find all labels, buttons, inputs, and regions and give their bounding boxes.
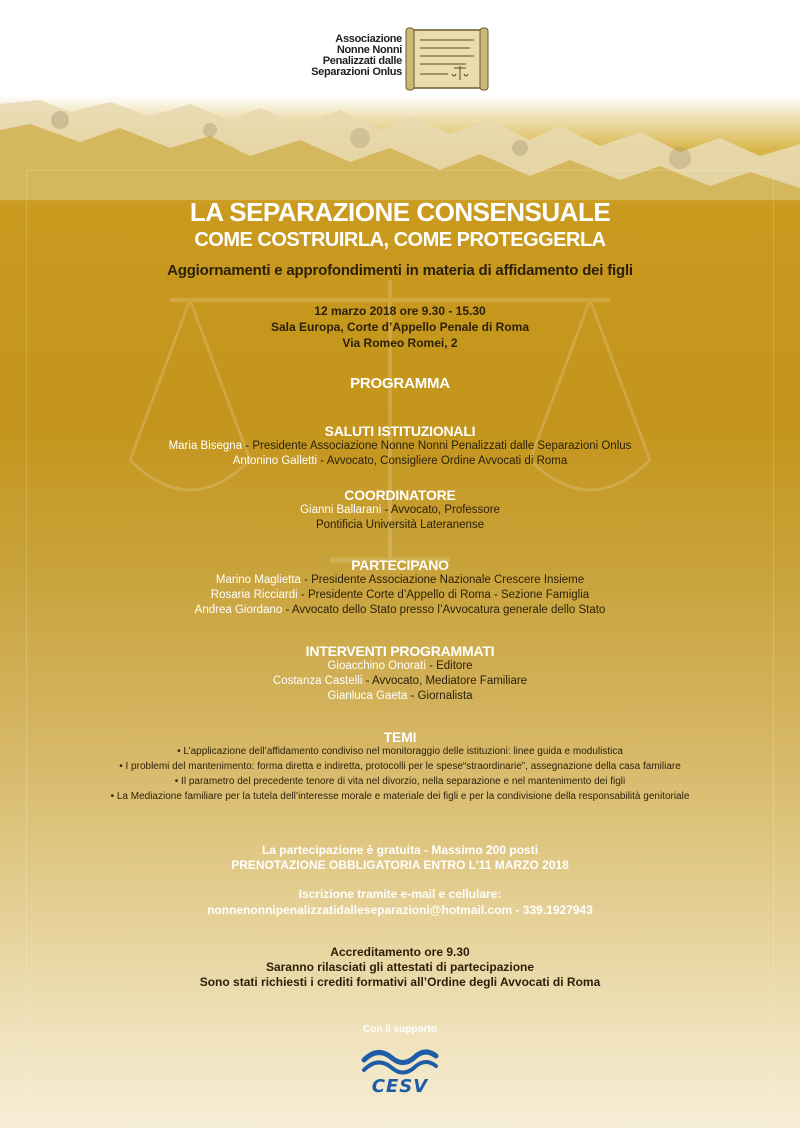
speaker-name: Antonino Galletti [232,455,318,467]
speaker-row [0,674,800,689]
speaker-name: Andrea Giordano [194,604,283,616]
registration-contact: nonnenonnipenalizzatidalleseparazioni@hotmail.com - 339.1927943 [207,903,593,917]
speaker-row [0,503,800,518]
speaker-name: Gioacchino Onorati [327,660,426,672]
section-heading: COORDINATORE [344,487,456,503]
temi-heading: TEMI [383,729,417,745]
speaker-role: - Presidente Associazione Nonne Nonni Penalizzati dalle Separazioni Onlus [242,440,632,452]
speaker-role: - Giornalista [407,690,473,702]
speaker-row [0,573,800,588]
speaker-name: Maria Bisegna [168,440,243,452]
participation-note: La partecipazione è gratuita - Massimo 200 posti [261,843,539,857]
temi-item: • I problemi del mantenimento: forma diretta e indiretta, protocolli per le spese“straordinarie”, assegnazione della casa familiare [119,761,681,772]
speaker-row [0,603,800,618]
section-heading: PARTECIPANO [351,557,449,573]
association-name-line: Separazioni Onlus [311,66,402,78]
main-title: LA SEPARAZIONE CONSENSUALE [189,197,611,227]
section-heading: SALUTI ISTITUZIONALI [324,423,476,439]
registration-method: Iscrizione tramite e-mail e cellulare: [298,887,502,901]
speaker-row [0,439,800,454]
event-info [0,303,800,351]
speaker-role: Pontificia Università Lateranense [315,519,485,531]
speaker-name: Gianni Ballarani [300,504,382,516]
speaker-row [0,588,800,603]
speaker-role: - Avvocato dello Stato presso l’Avvocatura generale dello Stato [282,604,606,616]
speaker-row [0,659,800,674]
program-heading: PROGRAMMA [350,375,450,392]
main-subtitle-heading: COME COSTRUIRLA, COME PROTEGGERLA [194,229,606,251]
association-name-line: Associazione [335,33,402,45]
speaker-name: Costanza Castelli [272,675,363,687]
speaker-role: - Presidente Corte d’Appello di Roma - Sezione Famiglia [297,589,590,601]
accreditation-time: Accreditamento ore 9.30 [330,945,470,959]
temi-item: • La Mediazione familiare per la tutela dell’interesse morale e materiale dei figli e per la condivisione della responsabilità genitoriale [110,791,690,802]
association-name-line: Nonne Nonni [336,44,402,56]
speaker-role: - Avvocato, Consigliere Ordine Avvocati di Roma [317,455,568,467]
speaker-row [0,518,800,533]
speaker-role: - Avvocato, Mediatore Familiare [362,675,528,687]
temi-item: • Il parametro del precedente tenore di vita nel divorzio, nella separazione e nel mantenimento dei figli [174,776,626,787]
association-scroll-logo-icon [404,26,490,92]
support-label: Con il supporto [363,1024,437,1035]
speaker-role: - Editore [425,660,473,672]
cesv-logo-text: CESV [371,1076,429,1097]
association-name-line: Penalizzati dalle [322,55,402,67]
temi-item: • L’applicazione dell’affidamento condiviso nel monitoraggio delle istituzioni: linee guida e modulistica [177,746,623,757]
event-date-time: 12 marzo 2018 ore 9.30 - 15.30 [314,304,486,318]
association-name [300,34,402,78]
speaker-role: - Avvocato, Professore [381,504,500,516]
speaker-name: Rosaria Ricciardi [210,589,298,601]
event-subtitle: Aggiornamenti e approfondimenti in materia di affidamento dei figli [167,262,633,279]
speaker-name: Gianluca Gaeta [327,690,408,702]
speaker-row [0,689,800,704]
speaker-row [0,454,800,469]
event-venue: Sala Europa, Corte d’Appello Penale di Roma [270,320,530,334]
section-heading: INTERVENTI PROGRAMMATI [305,643,495,659]
event-address: Via Romeo Romei, 2 [342,336,458,350]
certificate-note: Saranno rilasciati gli attestati di partecipazione [265,960,535,974]
reservation-note: PRENOTAZIONE OBBLIGATORIA ENTRO L’11 MARZO 2018 [231,858,569,872]
speaker-name: Marino Maglietta [215,574,301,586]
credits-note: Sono stati richiesti i crediti formativi all’Ordine degli Avvocati di Roma [199,975,601,989]
speaker-role: - Presidente Associazione Nazionale Crescere Insieme [300,574,585,586]
